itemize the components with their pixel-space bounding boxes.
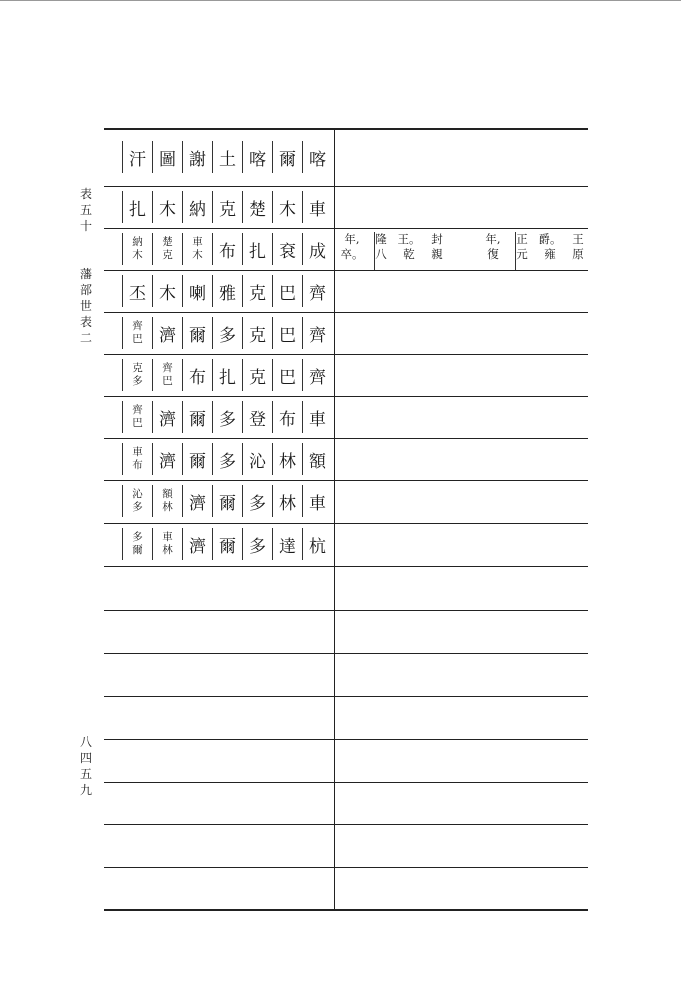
- name-cell: 爾: [182, 443, 212, 475]
- name-cell: 布: [212, 233, 242, 265]
- note-column: [431, 232, 443, 270]
- table-row: [112, 187, 332, 227]
- name-cell: 多: [212, 401, 242, 433]
- name-cell: 喇: [182, 275, 212, 307]
- name-char: 額: [162, 488, 173, 500]
- table-row: [112, 439, 332, 479]
- name-char: 多: [132, 531, 143, 543]
- margin-char: 表: [79, 187, 92, 201]
- table-rule: [104, 867, 588, 868]
- name-char: 林: [162, 501, 173, 513]
- name-cell: 納: [182, 191, 212, 223]
- name-cell: 爾: [212, 485, 242, 517]
- name-char: 克: [162, 249, 173, 261]
- name-cell: 濟: [152, 317, 182, 349]
- name-cell: 木: [272, 191, 302, 223]
- table-rule: [104, 739, 588, 740]
- name-cell: 多: [242, 485, 272, 517]
- name-cell: [182, 233, 212, 265]
- name-char: 木: [192, 249, 203, 261]
- name-cell: 車: [302, 401, 332, 433]
- name-char: 齊: [132, 404, 143, 416]
- note-column: [487, 232, 499, 270]
- margin-chapter-label: [78, 186, 94, 234]
- name-cell: 謝: [182, 141, 212, 173]
- name-char: 齊: [162, 362, 173, 374]
- name-char: 車: [132, 446, 143, 458]
- name-cell: 布: [182, 359, 212, 391]
- name-cell: 爾: [212, 528, 242, 560]
- margin-char: 五: [79, 203, 92, 217]
- name-cell: 楚: [242, 191, 272, 223]
- name-cell: 多: [242, 528, 272, 560]
- name-cell: 巴: [272, 317, 302, 349]
- name-char: 爾: [132, 544, 143, 556]
- note-column: [515, 232, 528, 270]
- name-cell: [152, 528, 182, 560]
- name-char: 楚: [162, 236, 173, 248]
- note-char: 王。: [397, 232, 421, 246]
- table-rule: [104, 653, 588, 654]
- name-cell: 成: [302, 233, 332, 265]
- name-cell: 扎: [122, 191, 152, 223]
- note-column: [340, 232, 364, 270]
- table-row: [112, 524, 332, 564]
- page-number-char: 四: [79, 751, 92, 765]
- table-row: [112, 271, 332, 311]
- name-cell: 土: [212, 141, 242, 173]
- name-cell: 爾: [182, 317, 212, 349]
- name-cell: [122, 359, 152, 391]
- page-number-char: 五: [79, 767, 92, 781]
- name-cell: 登: [242, 401, 272, 433]
- biographical-note: [340, 232, 584, 270]
- name-cell: 布: [272, 401, 302, 433]
- name-cell: 克: [242, 317, 272, 349]
- name-cell: 齊: [302, 359, 332, 391]
- table-rule: [104, 128, 588, 130]
- margin-char: 部: [79, 283, 92, 297]
- name-cell: [152, 359, 182, 391]
- name-char: 木: [132, 249, 143, 261]
- name-cell: 汗: [122, 141, 152, 173]
- table-row: [112, 481, 332, 521]
- margin-char: 十: [79, 219, 92, 233]
- table-row: [112, 313, 332, 353]
- margin-section-label: [78, 266, 94, 346]
- name-cell: 濟: [152, 401, 182, 433]
- name-char: 沁: [132, 488, 143, 500]
- name-cell: 林: [272, 485, 302, 517]
- name-cell: 額: [302, 443, 332, 475]
- name-cell: [122, 317, 152, 349]
- name-cell: 喀: [302, 141, 332, 173]
- name-cell: 丕: [122, 275, 152, 307]
- note-column: [572, 232, 584, 270]
- name-char: 巴: [132, 417, 143, 429]
- note-char: 封: [431, 232, 443, 246]
- note-char: 原: [572, 247, 584, 261]
- note-column: [374, 232, 387, 270]
- name-char: 多: [132, 375, 143, 387]
- note-char: 年,: [344, 232, 360, 246]
- name-cell: [122, 528, 152, 560]
- name-char: 多: [132, 501, 143, 513]
- name-cell: 多: [212, 317, 242, 349]
- table-rule: [104, 610, 588, 611]
- table-rule: [104, 696, 588, 697]
- name-cell: 多: [212, 443, 242, 475]
- name-cell: 林: [272, 443, 302, 475]
- name-cell: 濟: [182, 485, 212, 517]
- name-cell: 濟: [152, 443, 182, 475]
- note-char: 年,: [485, 232, 501, 246]
- name-char: 車: [192, 236, 203, 248]
- name-char: 林: [162, 544, 173, 556]
- column-divider: [334, 130, 335, 909]
- note-char: 八: [375, 247, 387, 261]
- note-char: 爵。: [538, 232, 562, 246]
- note-char: 雍: [544, 247, 556, 261]
- name-cell: 袞: [272, 233, 302, 265]
- name-cell: [122, 443, 152, 475]
- margin-page-number: [78, 734, 94, 798]
- table-row: [112, 355, 332, 395]
- name-char: 克: [132, 362, 143, 374]
- name-cell: 齊: [302, 317, 332, 349]
- name-cell: 克: [242, 275, 272, 307]
- name-char: 巴: [132, 333, 143, 345]
- name-cell: 巴: [272, 275, 302, 307]
- name-char: 車: [162, 531, 173, 543]
- name-cell: 濟: [182, 528, 212, 560]
- name-cell: 爾: [272, 141, 302, 173]
- table-row: [112, 397, 332, 437]
- name-cell: 雅: [212, 275, 242, 307]
- margin-char: 世: [79, 299, 92, 313]
- table-row: [112, 137, 332, 177]
- name-cell: 沁: [242, 443, 272, 475]
- name-cell: 克: [212, 191, 242, 223]
- name-cell: 巴: [272, 359, 302, 391]
- table-row: [112, 229, 332, 269]
- name-char: 齊: [132, 320, 143, 332]
- name-cell: [122, 485, 152, 517]
- note-char: 隆: [375, 232, 387, 246]
- page-top-rule: [0, 0, 681, 1]
- name-cell: 爾: [182, 401, 212, 433]
- table-rule: [104, 566, 588, 567]
- margin-char: 藩: [79, 267, 92, 281]
- name-cell: 杭: [302, 528, 332, 560]
- margin-char: 表: [79, 315, 92, 329]
- name-cell: 達: [272, 528, 302, 560]
- name-cell: 喀: [242, 141, 272, 173]
- margin-char: 二: [79, 331, 92, 345]
- table-rule: [104, 824, 588, 825]
- name-cell: [152, 485, 182, 517]
- page-number-char: 九: [79, 783, 92, 797]
- name-cell: 克: [242, 359, 272, 391]
- name-cell: [122, 401, 152, 433]
- name-cell: 車: [302, 485, 332, 517]
- name-cell: 木: [152, 191, 182, 223]
- name-cell: 扎: [212, 359, 242, 391]
- name-cell: [122, 233, 152, 265]
- page-number-char: 八: [79, 735, 92, 749]
- note-char: 乾: [403, 247, 415, 261]
- name-cell: [152, 233, 182, 265]
- note-char: 王: [572, 232, 584, 246]
- table-rule: [104, 909, 588, 911]
- note-column: [397, 232, 421, 270]
- note-char: 正: [516, 232, 528, 246]
- name-cell: 車: [302, 191, 332, 223]
- note-char: 元: [516, 247, 528, 261]
- name-cell: 齊: [302, 275, 332, 307]
- name-char: 巴: [162, 375, 173, 387]
- note-column: [459, 232, 471, 270]
- table-rule: [104, 782, 588, 783]
- name-cell: 圖: [152, 141, 182, 173]
- note-char: 復: [487, 247, 499, 261]
- note-column: [538, 232, 562, 270]
- name-char: 布: [132, 459, 143, 471]
- note-char: 親: [431, 247, 443, 261]
- name-cell: 扎: [242, 233, 272, 265]
- name-char: 納: [132, 236, 143, 248]
- name-cell: 木: [152, 275, 182, 307]
- note-char: 卒。: [340, 247, 364, 261]
